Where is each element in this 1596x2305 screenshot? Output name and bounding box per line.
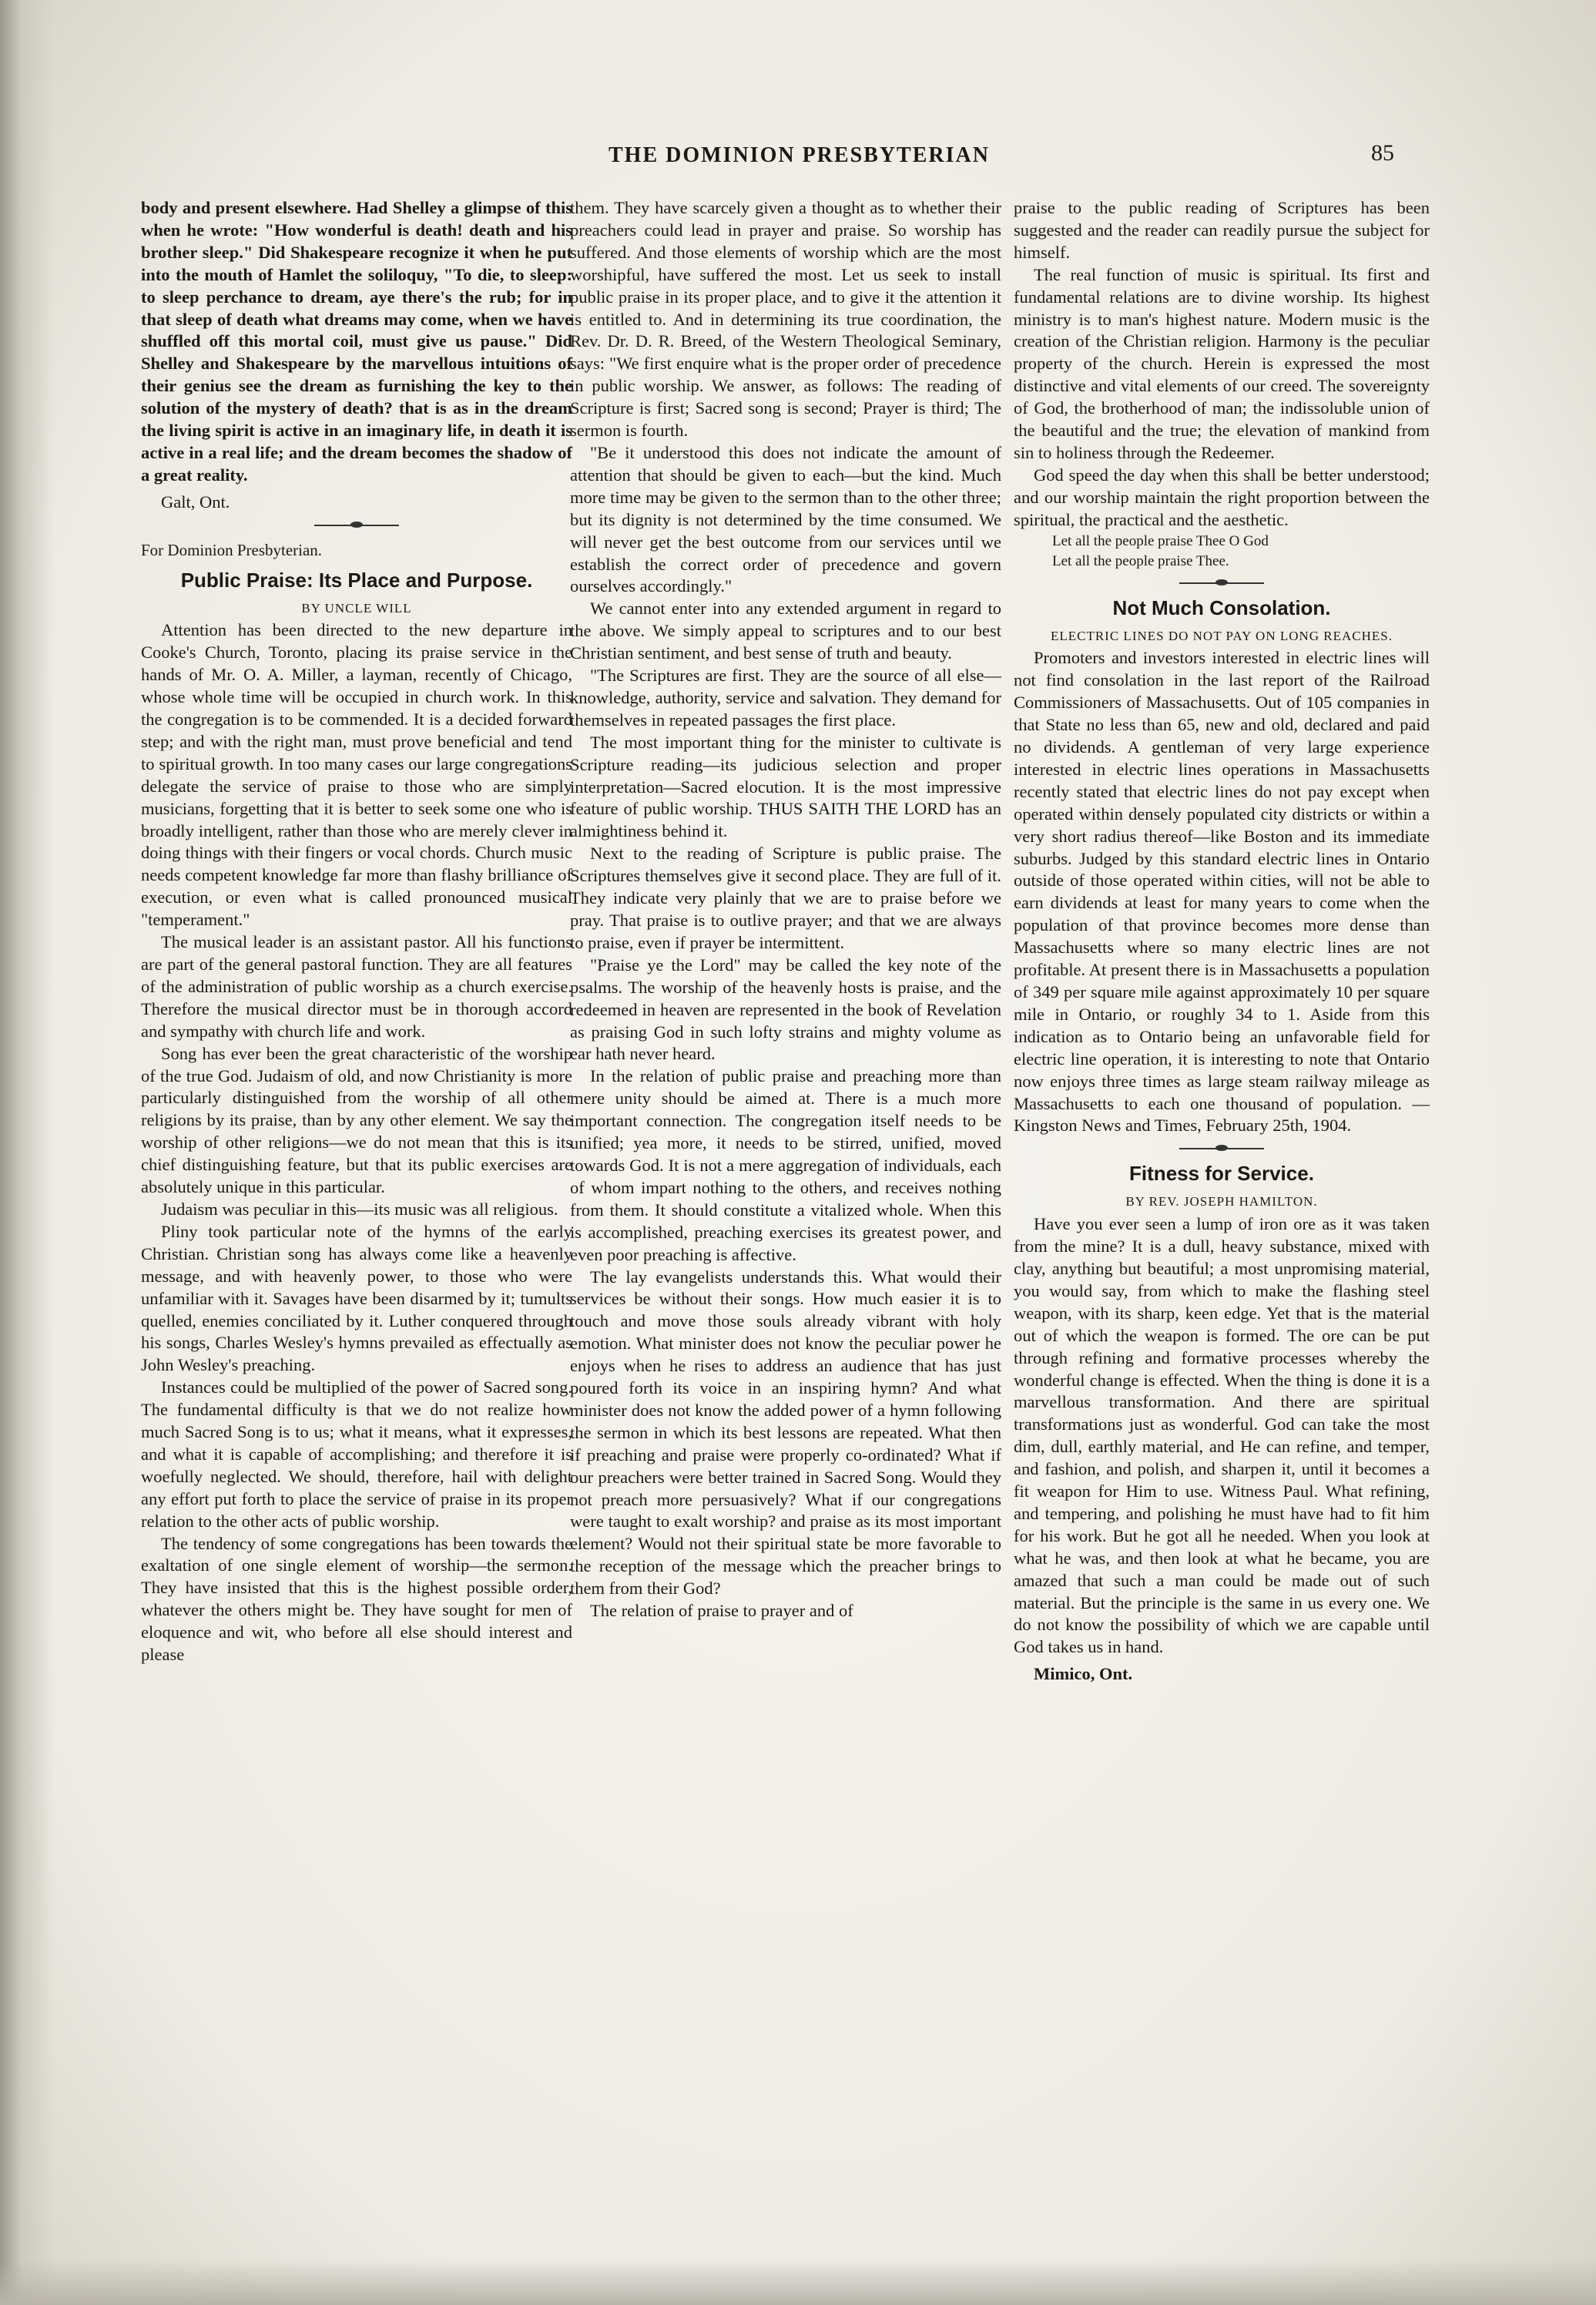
subheading: ELECTRIC LINES DO NOT PAY ON LONG REACHES. xyxy=(1050,628,1393,643)
paragraph: Song has ever been the great characteristic of the worship of the true God. Judaism of old, and now Christianity is more particularly distinguished from the worship of all other religions by its praise, than by any other element. We say the worship of other religions—we do not mean that this is its chief distinguishing feature, but that its public exercises are absolutely unique in this particular. xyxy=(141,1043,572,1197)
ornament-divider xyxy=(314,525,399,528)
paragraph: Attention has been directed to the new departure in Cooke's Church, Toronto, placing its praise service in the hands of Mr. O. A. Miller, a layman, recently of Chicago, whose whole time will be occupied in church work. In this the congregation is to be commended. It is a decided forward step; and with the right man, must prove beneficial and tend to spiritual growth. In too many cases our large congregations delegate the service of praise to those who are simply musicians, forgetting that it is better to seek some one who is broadly intelligent, rather than those who are merely clever in doing things with their fingers or vocal chords. Church music needs competent knowledge far more than flashy brilliance of execution, or even what is called pronounced musical "temperament." xyxy=(141,620,572,930)
article-title: Fitness for Service. xyxy=(1129,1162,1314,1186)
verse-line: Let all the people praise Thee. xyxy=(1052,552,1229,569)
page-number: 85 xyxy=(1371,140,1394,166)
signature: Galt, Ont. xyxy=(161,492,230,512)
article-title: Not Much Consolation. xyxy=(1112,596,1331,619)
scan-edge-shadow xyxy=(0,0,54,2305)
paragraph: praise to the public reading of Scriptures has been suggested and the reader can readily pursue the subject for himself. xyxy=(1014,198,1430,262)
page-header-title: THE DOMINION PRESBYTERIAN xyxy=(609,143,990,167)
paragraph: The lay evangelists understands this. What would their services be without their songs. How much easier it is to touch and move those souls already vibrant with holy emotion. What minister does not know the peculiar power he enjoys when he rises to address an audience that has just poured forth its voice in an inspiring hymn? And what minister does not know the added power of a hymn following the sermon in which its best lessons are repeated. What then if preaching and praise were properly co-ordinated? What if our preachers were better trained in Sacred Song. Would they not preach more persuasively? What if our congregations were taught to exalt worship? and praise as its most important element? Would not their spiritual state be more favorable to the reception of the message which the preacher brings to them from their God? xyxy=(570,1267,1001,1599)
paragraph: The real function of music is spiritual. Its first and fundamental relations are to divine worship. Its highest ministry is to man's highest nature. Modern music is the creation of the Christian religion. Harmony is the peculiar property of the church. Herein is expressed the most distinctive and vital elements of our creed. The sovereignty of God, the brotherhood of man; the indissoluble union of the beautiful and the true; the elevation of mankind from sin to holiness through the Redeemer. xyxy=(1014,264,1430,462)
paragraph: We cannot enter into any extended argument in regard to the above. We simply appeal to scriptures and to our best Christian sentiment, and best sense of truth and beauty. xyxy=(570,599,1001,663)
signature: Mimico, Ont. xyxy=(1034,1664,1133,1684)
ornament-divider xyxy=(1179,1148,1264,1152)
paragraph: Next to the reading of Scripture is public praise. The Scriptures themselves give it second place. They are full of it. They indicate very plainly that we are to praise before we pray. That praise is to outlive prayer; and that we are always to praise, even if prayer be intermittent. xyxy=(570,844,1001,952)
byline: BY UNCLE WILL xyxy=(301,600,412,616)
paragraph: God speed the day when this shall be better understood; and our worship maintain the right proportion between the spiritual, the practical and the aesthetic. xyxy=(1014,465,1430,529)
paragraph: Instances could be multiplied of the power of Sacred song. The fundamental difficulty is that we do not realize how much Sacred Song is to us; what it means, what it expresses, and what it is capable of accomplishing; and therefore it is woefully neglected. We should, therefore, hail with delight any effort put forth to place the service of praise in its proper relation to the other acts of public worship. xyxy=(141,1377,572,1531)
column-1 xyxy=(141,197,572,1666)
paragraph: Pliny took particular note of the hymns of the early Christian. Christian song has always come like a heavenly message, and with heavenly power, to those who were unfamiliar with it. Savages have been disarmed by it; tumults quelled, enemies conciliated by it. Luther conquered through his songs, Charles Wesley's hymns prevailed as effectually as John Wesley's preaching. xyxy=(141,1221,572,1375)
paragraph: In the relation of public praise and preaching more than mere unity should be aimed at. There is a much more important connection. The congregation itself needs to be unified; yea more, it needs to be stirred, unified, moved towards God. It is not a mere aggregation of individuals, each of whom impart nothing to the others, and receives nothing from them. It should constitute a vitalized whole. When this is accomplished, preaching exercises its greatest power, and even poor preaching is affective. xyxy=(570,1066,1001,1264)
column-2 xyxy=(570,197,1001,1622)
paragraph: "The Scriptures are first. They are the source of all else—knowledge, authority, service and salvation. They demand for themselves in repeated passages the first place. xyxy=(570,666,1001,730)
column-3 xyxy=(1014,197,1430,1689)
paragraph: The most important thing for the minister to cultivate is Scripture reading—its judicious selection and proper interpretation—Sacred elocution. It is the most impressive feature of public worship. THUS SAITH THE LORD has an almightiness behind it. xyxy=(570,732,1001,841)
scan-bottom-shadow xyxy=(0,2259,1596,2305)
paragraph: The relation of praise to prayer and of xyxy=(590,1601,853,1621)
paragraph: body and present elsewhere. Had Shelley a glimpse of this when he wrote: "How wonderful is death! death and his brother sleep." Did Shakespeare recognize it when he put into the mouth of Hamlet the soliloquy, "To die, to sleep: to sleep perchance to dream, aye there's the rub; for in that sleep of death what dreams may come, when we have shuffled off this mortal coil, must give us pause." Did Shelley and Shakespeare by the marvellous intuitions of their genius see the dream as furnishing the key to the solution of the mystery of death? that is as in the dream the living spirit is active in an imaginary life, in death it is active in a real life; and the dream becomes the shadow of a great reality. xyxy=(141,198,572,485)
paragraph: Promoters and investors interested in electric lines will not find consolation in the last report of the Railroad Commissioners of Massachusetts. Out of 105 companies in that State no less than 65, new and old, declared and paid no dividends. A gentleman of very large experience interested in electric lines operations in Massachusetts recently stated that electric lines do not pay except when operated within densely populated city districts or within a very short radius thereof—like Boston and its immediate suburbs. Judged by this standard electric lines in Ontario outside of those operated within cities, will not be able to earn dividends at least for many years to come when the population of that province becomes more dense than Massachusetts where so many electric lines are not profitable. At present there is in Massachusetts a population of 349 per square mile against approximately 10 per square mile in Ontario, or roughly 34 to 1. Aside from this indication as to Ontario being an unfavorable field for electric line operation, it is interesting to note that Ontario now enjoys three times as large steam railway mileage as Massachusetts to each one thousand of population. — Kingston News and Times, February 25th, 1904. xyxy=(1014,648,1430,1136)
verse-line: Let all the people praise Thee O God xyxy=(1052,532,1269,549)
paragraph: Have you ever seen a lump of iron ore as it was taken from the mine? It is a dull, heavy substance, mixed with clay, anything but beautiful; a most unpromising material, you would say, from which to make the flashing steel weapon, with its sharp, keen edge. Yet that is the material out of which the weapon is formed. The ore can be put through refining and formative processes whereby the wonderful change is effected. When the thing is done it is a marvellous transformation. And there are spiritual transformations just as wonderful. God can take the most dim, dull, earthly material, and He can refine, and temper, and fashion, and polish, and sharpen it, until it becomes a fit weapon for Him to use. Witness Paul. What refining, and tempering, and polishing he must have had to fit him for his work. But he got all he needed. When you look at what he was, and then look at what he became, you are amazed that such a man could be made out of such material. But the principle is the same in us every one. We do not know the possibility of which we are capable until God takes us in hand. xyxy=(1014,1214,1430,1657)
paragraph: Judaism was peculiar in this—its music was all religious. xyxy=(161,1199,558,1219)
byline: BY REV. JOSEPH HAMILTON. xyxy=(1125,1194,1318,1210)
source-note: For Dominion Presbyterian. xyxy=(141,540,323,559)
paragraph: "Praise ye the Lord" may be called the key note of the psalms. The worship of the heavenly hosts is praise, and the redeemed in heaven are represented in the book of Revelation as praising God in such lofty strains and mighty volume as ear hath never heard. xyxy=(570,955,1001,1064)
paragraph: "Be it understood this does not indicate the amount of attention that should be given to each—but the kind. Much more time may be given to the sermon than to the other three; but its dignity is not determined by the time consumed. We will never get the best outcome from our services until we establish the correct order of precedence and govern ourselves accordingly." xyxy=(570,442,1001,596)
paragraph: The tendency of some congregations has been towards the exaltation of one single element of worship—the sermon. They have insisted that this is the highest possible order, whatever the others might be. They have sought for men of eloquence and wit, who before all else should interest and please xyxy=(141,1533,572,1665)
ornament-divider xyxy=(1179,582,1264,586)
article-title: Public Praise: Its Place and Purpose. xyxy=(180,568,533,592)
paragraph: them. They have scarcely given a thought as to whether their preachers could lead in prayer and praise. So worship has suffered. And those elements of worship which are the most worshipful, have suffered the most. Let us seek to install public praise in its proper place, and to give it the attention it is entitled to. And in determining its true coordination, the Rev. Dr. D. R. Breed, of the Western Theological Seminary, says: "We first enquire what is the proper order of precedence in public worship. We answer, as follows: The reading of Scripture is first; Sacred song is second; Prayer is third; The sermon is fourth. xyxy=(570,198,1001,441)
paragraph: The musical leader is an assistant pastor. All his functions are part of the general pastoral function. They are all features of the administration of public worship as a church exercise. Therefore the musical director must be in thorough accord and sympathy with church life and work. xyxy=(141,932,572,1041)
